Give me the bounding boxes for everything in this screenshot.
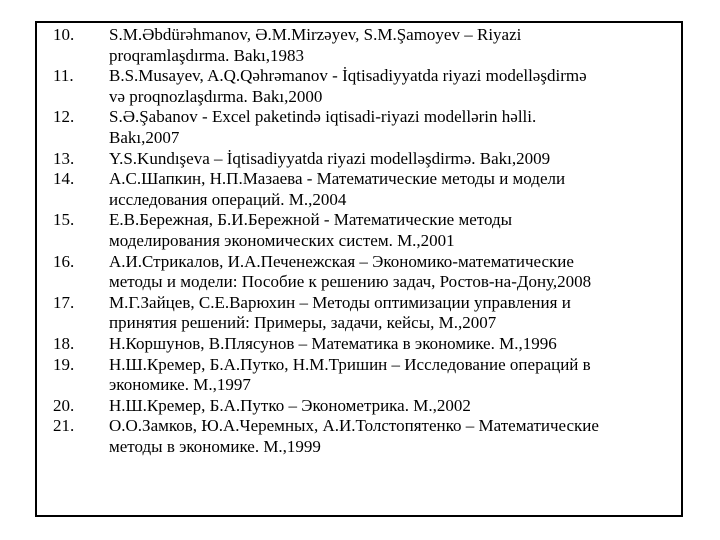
reference-item xyxy=(53,66,681,107)
reference-text xyxy=(109,355,681,396)
reference-number: 11. xyxy=(53,66,74,86)
reference-line: А.С.Шапкин, Н.П.Мазаева - Математические методы и модели xyxy=(109,169,566,189)
reference-item xyxy=(53,355,681,396)
reference-line: Е.В.Бережная, Б.И.Бережной - Математические методы xyxy=(109,210,513,230)
reference-line: Н.Ш.Кремер, Б.А.Путко, Н.М.Тришин – Исследование операций в xyxy=(109,354,591,374)
reference-line: S.M.Əbdürəhmanov, Ə.M.Mirzəyev, S.M.Şamoyev – Riyazi xyxy=(109,25,522,44)
reference-number: 21. xyxy=(53,416,75,436)
reference-item xyxy=(53,396,681,417)
reference-number: 15. xyxy=(53,210,75,230)
reference-number: 12. xyxy=(53,107,75,127)
reference-line: методы в экономике. М.,1999 xyxy=(109,436,321,456)
reference-line: proqramlaşdırma. Bakı,1983 xyxy=(109,45,304,65)
reference-text xyxy=(109,169,681,210)
reference-line: экономике. М.,1997 xyxy=(109,375,251,395)
reference-text xyxy=(109,334,681,355)
reference-line: методы и модели: Пособие к решению задач, Ростов-на-Дону,2008 xyxy=(109,272,592,292)
reference-text xyxy=(109,416,681,457)
reference-number: 19. xyxy=(53,354,75,374)
reference-item xyxy=(53,107,681,148)
reference-line: исследования операций. М.,2004 xyxy=(109,189,347,209)
reference-line: О.О.Замков, Ю.А.Черемных, А.И.Толстопятенко – Математические xyxy=(109,416,599,436)
reference-text xyxy=(109,107,681,148)
reference-text xyxy=(109,210,681,251)
reference-number: 20. xyxy=(53,395,75,415)
document-page xyxy=(35,21,683,517)
reference-item xyxy=(53,210,681,251)
reference-item xyxy=(53,252,681,293)
reference-text xyxy=(109,66,681,107)
reference-line: М.Г.Зайцев, С.Е.Варюхин – Методы оптимизации управления и xyxy=(109,292,571,312)
reference-line: S.Ə.Şabanov - Excel paketində iqtisadi-riyazi modellərin həlli. xyxy=(109,107,537,127)
reference-line: А.И.Стрикалов, И.А.Печенежская – Экономико-математические xyxy=(109,251,574,271)
reference-item xyxy=(53,149,681,170)
reference-text xyxy=(109,293,681,334)
reference-line: Bakı,2007 xyxy=(109,127,180,147)
reference-number: 10. xyxy=(53,25,75,44)
reference-line: принятия решений: Примеры, задачи, кейсы, М.,2007 xyxy=(109,313,497,333)
reference-text xyxy=(109,252,681,293)
reference-line: Н.Коршунов, В.Плясунов – Математика в экономике. М.,1996 xyxy=(109,333,557,353)
reference-number: 14. xyxy=(53,169,75,189)
reference-item xyxy=(53,334,681,355)
reference-line: Н.Ш.Кремер, Б.А.Путко – Эконометрика. М.,2002 xyxy=(109,395,471,415)
reference-item xyxy=(53,25,681,66)
reference-item xyxy=(53,416,681,457)
reference-text xyxy=(109,25,681,66)
reference-list xyxy=(53,25,681,457)
reference-text xyxy=(109,396,681,417)
reference-number: 16. xyxy=(53,251,75,271)
reference-line: B.S.Musayev, A.Q.Qəhrəmanov - İqtisadiyyatda riyazi modelləşdirmə xyxy=(109,66,587,86)
reference-item xyxy=(53,169,681,210)
reference-item xyxy=(53,293,681,334)
reference-line: моделирования экономических систем. М.,2001 xyxy=(109,230,455,250)
reference-line: və proqnozlaşdırma. Bakı,2000 xyxy=(109,86,323,106)
reference-number: 13. xyxy=(53,148,75,168)
reference-number: 18. xyxy=(53,333,75,353)
reference-number: 17. xyxy=(53,292,75,312)
reference-line: Y.S.Kundışeva – İqtisadiyyatda riyazi modelləşdirmə. Bakı,2009 xyxy=(109,148,551,168)
reference-text xyxy=(109,149,681,170)
